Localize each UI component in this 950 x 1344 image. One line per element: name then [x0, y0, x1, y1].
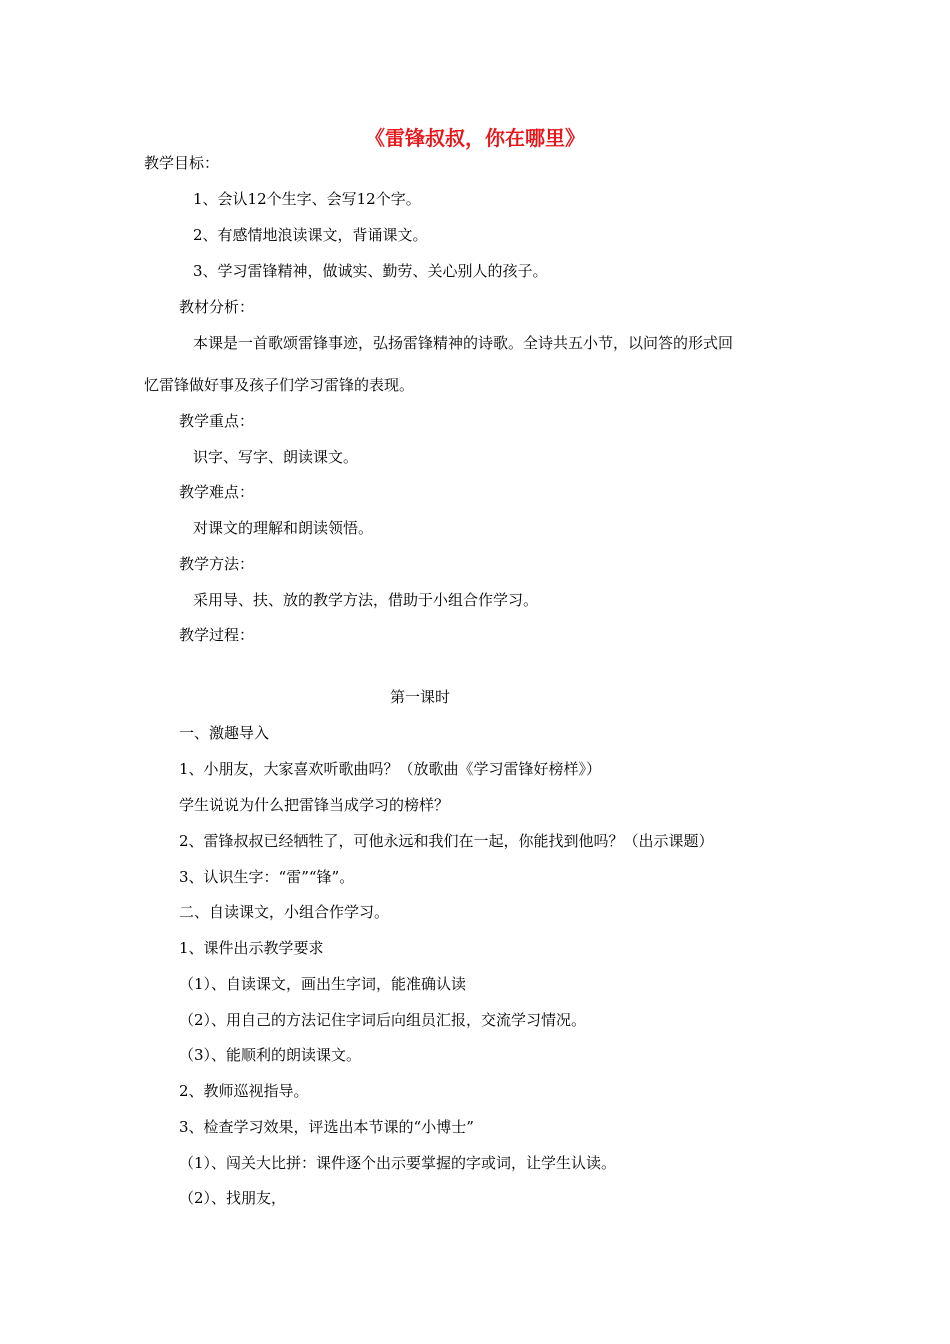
- step-item: 学生说说为什么把雷锋当成学习的榜样？: [179, 796, 450, 814]
- step-subitem: （2）、找朋友，: [179, 1189, 287, 1207]
- section-heading-key-points: 教学重点：: [179, 412, 255, 430]
- step-subitem: （3）、能顺利的朗读课文。: [179, 1046, 362, 1064]
- paragraph-line: 忆雷锋做好事及孩子们学习雷锋的表现。: [144, 376, 415, 394]
- step-subitem: （1）、闯关大比拼：课件逐个出示要掌握的字或词，让学生认读。: [179, 1154, 617, 1172]
- section-heading-process: 教学过程：: [179, 626, 255, 644]
- step-subitem: （1）、自读课文，画出生字词，能准确认读: [179, 975, 467, 993]
- objective-item: 1、会认12个生字、会写12个字。: [193, 190, 421, 208]
- step-heading: 二、自读课文，小组合作学习。: [179, 903, 390, 921]
- section-heading-difficulties: 教学难点：: [179, 483, 255, 501]
- section-heading-methods: 教学方法：: [179, 555, 255, 573]
- step-item: 3、认识生字：“雷”“锋”。: [179, 868, 355, 886]
- paragraph-line: 本课是一首歌颂雷锋事迹，弘扬雷锋精神的诗歌。全诗共五小节，以问答的形式回: [193, 334, 734, 352]
- step-subitem: （2）、用自己的方法记住字词后向组员汇报，交流学习情况。: [179, 1011, 587, 1029]
- step-item: 1、小朋友，大家喜欢听歌曲吗？（放歌曲《学习雷锋好榜样》）: [179, 760, 602, 778]
- step-item: 3、检查学习效果，评选出本节课的“小博士”: [179, 1118, 474, 1136]
- step-item: 1、课件出示教学要求: [179, 939, 324, 957]
- document-title: 《雷锋叔叔，你在哪里》: [365, 126, 585, 150]
- paragraph-line: 对课文的理解和朗读领悟。: [193, 519, 374, 537]
- section-heading-analysis: 教材分析：: [179, 298, 255, 316]
- section-heading-objectives: 教学目标：: [144, 154, 220, 172]
- step-item: 2、教师巡视指导。: [179, 1082, 309, 1100]
- step-heading: 一、激趣导入: [179, 724, 270, 742]
- lesson-heading: 第一课时: [389, 688, 450, 706]
- objective-item: 3、学习雷锋精神，做诚实、勤劳、关心别人的孩子。: [193, 262, 548, 280]
- paragraph-line: 采用导、扶、放的教学方法，借助于小组合作学习。: [193, 591, 539, 609]
- step-item: 2、雷锋叔叔已经牺牲了，可他永远和我们在一起，你能找到他吗？（出示课题）: [179, 832, 714, 850]
- objective-item: 2、有感情地浪读课文，背诵课文。: [193, 226, 428, 244]
- paragraph-line: 识字、写字、朗读课文。: [193, 448, 359, 466]
